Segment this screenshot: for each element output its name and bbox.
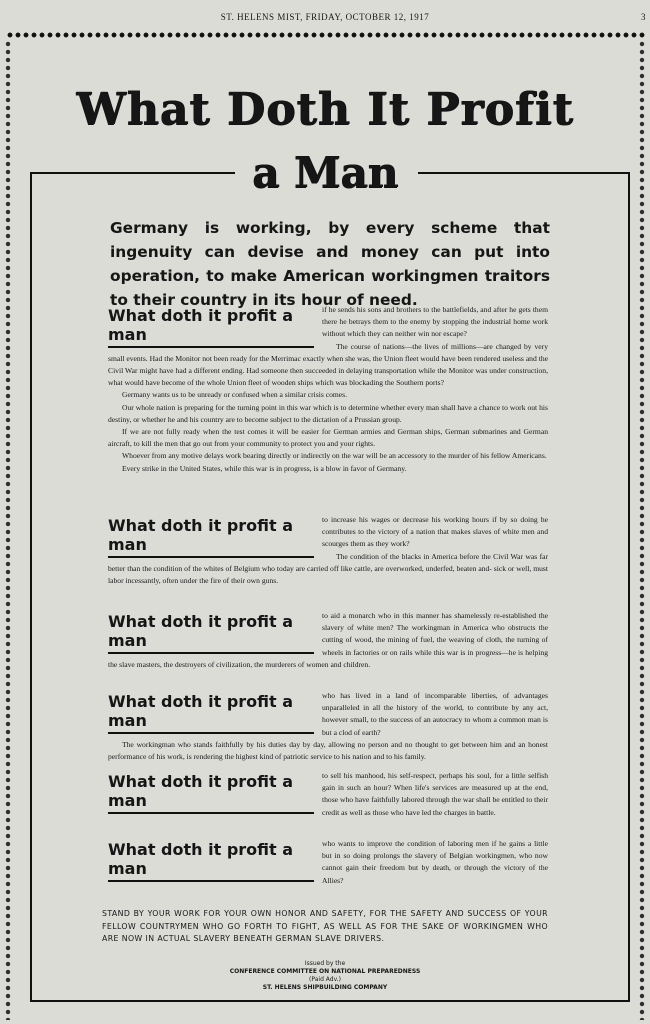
section-paragraph: if he sends his sons and brothers to the battlefields, and after he gets them there he betrays them to the enemy by stopping the industrial home work without which they can neither win nor escape? (322, 305, 548, 339)
section-heading: What doth it profit a man (108, 516, 314, 558)
section-paragraph: If we are not fully ready when the test comes it will be easier for German armies and German ships, German submarines and German aircraft, to kill the men that go out from your community to protect you and your rights. (108, 427, 548, 449)
credits-company: ST. HELENS SHIPBUILDING COMPANY (262, 984, 388, 991)
section-paragraph: Whoever from any motive delays work bearing directly or indirectly on the war will be an accessory to the murder of his fellow Americans. (122, 451, 547, 461)
credits-paid: (Paid Adv.) (309, 976, 341, 983)
section-2 (108, 514, 548, 587)
section-paragraph: to sell his manhood, his self-respect, perhaps his soul, for a little selfish gain in such an hour? When life's services are measured up at the end, those who have faithfully labored through the war shall be entitled to their credit as well as those who have led the charges in battle. (322, 771, 548, 817)
section-paragraph: who wants to improve the condition of laboring men if he gains a little but in so doing prolongs the slavery of Belgian workingmen, who now cannot gain their freedom but by death, or through the victory of the Allies? (322, 839, 548, 885)
page-number: 3 (641, 12, 646, 22)
section-paragraph: who has lived in a land of incomparable liberties, of advantages unparalleled in all the history of the world, to contribute by any act, however small, to the success of an autocracy to whom a common man is but a clod of earth? (322, 691, 548, 737)
section-5 (108, 770, 548, 819)
section-paragraph: The workingman who stands faithfully by his duties day by day, allowing no person and no thought to get between him and an honest performance of his work, is rendering the highest kind of patriotic service to his nation and to his family. (108, 739, 548, 762)
section-paragraph: Our whole nation is preparing for the turning point in this war which is to determine whether every man shall have a chance to work out his destiny, or whether he and his country are to become subject to the dictation of a Prussian group. (108, 402, 548, 424)
section-heading: What doth it profit a man (108, 692, 314, 734)
decorative-border-top (6, 30, 646, 40)
section-paragraph: Germany wants us to be unready or confused when a similar crisis comes. (122, 390, 348, 400)
section-1 (108, 304, 548, 475)
credits-issued: Issued by the (304, 960, 346, 967)
section-heading: What doth it profit a man (108, 612, 314, 654)
section-paragraph: The course of nations—the lives of millions—are changed by very small events. Had the Monitor not been ready for the Merrimac exactly when she was, the Union fleet would have been rendered useless and the Civil War might have had a different ending. Had someone then succeeded in delaying transportation while the Monitor was under construction, what would have become of the whole Union fleet of wooden ships which was blockading the Southern ports? (108, 341, 548, 388)
section-4 (108, 690, 548, 763)
section-heading: What doth it profit a man (108, 772, 314, 814)
section-paragraph: Every strike in the United States, while this war is in progress, is a blow in favor of Germany. (122, 463, 407, 473)
credits-committee: CONFERENCE COMMITTEE ON NATIONAL PREPAREDNESS (229, 968, 421, 975)
section-paragraph: to increase his wages or decrease his working hours if by so doing he contributes to the victory of a nation that makes slaves of white men and scourges them as they work? (322, 515, 548, 549)
section-heading: What doth it profit a man (108, 840, 314, 882)
subheadline: a Man (251, 148, 399, 197)
section-heading: What doth it profit a man (108, 306, 314, 348)
section-paragraph: to aid a monarch who in this manner has shamelessly re-established the slavery of white men? The workingman in America who obstructs the cutting of wood, the mining of fuel, the weaving of cloth, the turning of wheels in factories or on rails while this war is in progress—he is helping the slave masters, the destroyers of civilization, the murderers of women and children. (108, 611, 548, 669)
section-paragraph: The condition of the blacks in America before the Civil War was far better than the condition of the whites of Belgium who today are carried off like cattle, are overworked, underfed, beaten and- sick or well, must labor incessantly, often under the fire of their own guns. (108, 551, 548, 586)
lead-paragraph: Germany is working, by every scheme that ingenuity can devise and money can put into operation, to make American workingmen traitors to their country in its hour of need. (110, 219, 550, 309)
masthead-title: ST. HELENS MIST, FRIDAY, OCTOBER 12, 1917 (220, 12, 430, 22)
section-3 (108, 610, 548, 671)
masthead (0, 0, 650, 30)
credits (0, 960, 650, 992)
section-6 (108, 838, 548, 887)
closing-statement: STAND BY YOUR WORK FOR YOUR OWN HONOR AND SAFETY, FOR THE SAFETY AND SUCCESS OF YOUR FELLOW COUNTRYMEN WHO GO FORTH TO FIGHT, AS WELL AS FOR THE SAKE OF WORKINGMEN WHO ARE NOW IN ACTUAL SLAVERY BENEATH GERMAN SLAVE DRIVERS. (102, 909, 548, 943)
headline: What Doth It Profit (76, 84, 574, 135)
